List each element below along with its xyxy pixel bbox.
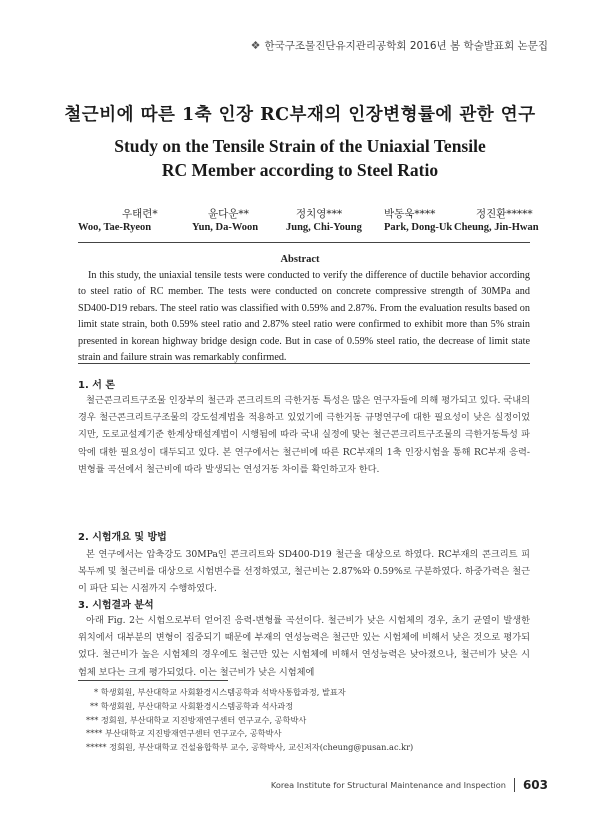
author-ko-2: 윤다운** bbox=[208, 208, 249, 220]
abstract-heading: Abstract bbox=[280, 254, 320, 265]
section-3-text: 아래 Fig. 2는 시험으로부터 얻어진 응력-변형률 곡선이다. 철근비가 낮은 시험체의 경우, 초기 균열이 발생한 위치에서 대부분의 변형이 집중되기 때문에 부재의 연성능력은 철근만 있는 시험체에 비해서 낮은 것으로 평가되었다. 철근비가 높은 시험체의 경우에도 철근만 있는 시험체에 비해서 연성능력은 낮아졌으나, 철근비가 낮은 시험체 보다는 크게 평가되었다. 이는 철근비가 낮은 시험체에 bbox=[78, 615, 530, 678]
title-english-line1: Study on the Tensile Strain of the Uniaxial Tensile bbox=[114, 136, 486, 156]
title-english-line2: RC Member according to Steel Ratio bbox=[161, 160, 439, 180]
author-en-2: Yun, Da-Woon bbox=[192, 222, 259, 233]
author-en-1: Woo, Tae-Ryeon bbox=[78, 222, 152, 233]
section-2-heading: 2. 시험개요 및 방법 bbox=[78, 532, 167, 543]
title-english bbox=[0, 134, 600, 182]
journal-header-text: 한국구조물진단유지관리공학회 2016년 봄 학술발표회 논문집 bbox=[264, 40, 548, 52]
footnote-divider bbox=[78, 680, 228, 681]
author-ko-4: 박동욱**** bbox=[384, 208, 436, 220]
page-number: 603 bbox=[522, 778, 548, 792]
page-footer bbox=[271, 778, 548, 792]
author-en-3: Jung, Chi-Young bbox=[286, 222, 362, 233]
author-ko-1: 우태련* bbox=[122, 208, 158, 220]
author-ko-3: 정치영*** bbox=[296, 208, 343, 220]
footer-institute: Korea Institute for Structural Maintenance and Inspection bbox=[270, 780, 506, 790]
title-divider bbox=[78, 242, 530, 243]
diamond-icon: ❖ bbox=[250, 39, 261, 52]
footnote-5: ***** 정회원, 부산대학교 건설융합학부 교수, 공학박사, 교신저자(cheung@pusan.ac.kr) bbox=[86, 742, 414, 753]
footnote-2: ** 학생회원, 부산대학교 사회환경시스템공학과 석사과정 bbox=[90, 700, 294, 711]
title-korean: 철근비에 따른 1축 인장 RC부재의 인장변형률에 관한 연구 bbox=[64, 105, 536, 125]
section-3-heading: 3. 시험결과 분석 bbox=[78, 600, 154, 611]
section-1-text: 철근콘크리트구조물 인장부의 철근과 콘크리트의 극한거동 특성은 많은 연구자들에 의해 평가되고 있다. 국내의 경우 철근콘크리트구조물의 강도설계법을 적용하고 있었기에 극한거동 규명연구에 대한 필요성이 낮은 실정이었지만, 도로교설계기준 한계상태설계법이 시행됨에 따라 국내 실정에 맞는 철근콘크리트구조물의 극한거동특성 파악에 대한 필요성이 대두되고 있다. 본 연구에서는 철근비에 따른 RC부재의 1축 인장시험을 통해 RC부재 응력-변형률 곡선에서 철근비에 따라 발생되는 연성거동 차이를 확인하고자 한다. bbox=[78, 395, 530, 475]
author-ko-5: 정진환***** bbox=[476, 208, 533, 220]
footnote-4: **** 부산대학교 지진방재연구센터 연구교수, 공학박사 bbox=[86, 728, 282, 739]
abstract-text: In this study, the uniaxial tensile tests were conducted to verify the difference of ductile behavior according to steel ratio of RC member. The tests were conducted on concrete compressive strength of 30MPa and SD400-D19 rebars. The steel ratio was classified with 0.59% and 2.87%. From the evaluation results based on limit state strain, both 0.59% steel ratio and 2.87% steel ratio were confirmed to exhibit more than 5% strain presented in korean highway bridge design code. But in case of 0.59% steel ratio, the decrease of limit state strain and failure strain was remarkably confirmed. bbox=[78, 270, 530, 364]
journal-header bbox=[251, 38, 548, 53]
section-2-text: 본 연구에서는 압축강도 30MPa인 콘크리트와 SD400-D19 철근을 대상으로 하였다. RC부재의 콘크리트 피복두께 및 철근비를 대상으로 시험변수를 선정하였고, 철근비는 2.87%와 0.59%로 구분하였다. 하중가력은 철근이 파단 되는 시점까지 수행하였다. bbox=[78, 549, 530, 595]
footnote-1: * 학생회원, 부산대학교 사회환경시스템공학과 석박사통합과정, 발표자 bbox=[94, 687, 346, 697]
abstract-divider bbox=[78, 363, 530, 364]
author-en-5: Cheung, Jin-Hwan bbox=[454, 222, 539, 233]
author-en-4: Park, Dong-Uk bbox=[384, 222, 453, 233]
footnote-3: *** 정회원, 부산대학교 지진방재연구센터 연구교수, 공학박사 bbox=[86, 714, 307, 725]
footer-separator bbox=[514, 778, 515, 792]
footnotes bbox=[86, 686, 413, 755]
section-1-heading: 1. 서 론 bbox=[78, 380, 116, 391]
